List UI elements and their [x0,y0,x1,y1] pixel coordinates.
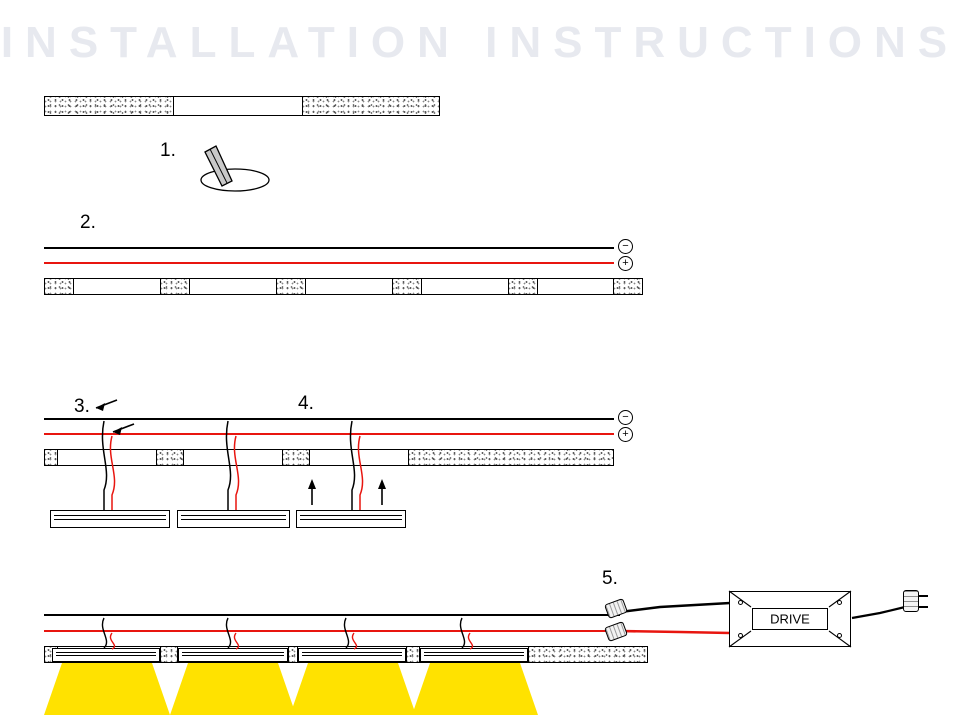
page-title: INSTALLATION INSTRUCTIONS [0,18,960,67]
mains-plug-pin-top [919,595,928,597]
step-3-polarity-positive: + [618,427,633,442]
mains-plug-pin-bottom [919,606,928,608]
step-2-polarity-positive: + [618,256,633,271]
step-4-number: 4. [298,393,314,414]
driver-label: DRIVE [770,611,810,627]
step-2-number: 2. [80,212,96,233]
step-1-number: 1. [160,140,176,161]
step-2-polarity-negative: − [618,239,633,254]
step-3-polarity-negative: − [618,410,633,425]
mains-plug-body [903,590,919,612]
step-3-number: 3. [74,396,90,417]
step-5-number: 5. [602,568,618,589]
